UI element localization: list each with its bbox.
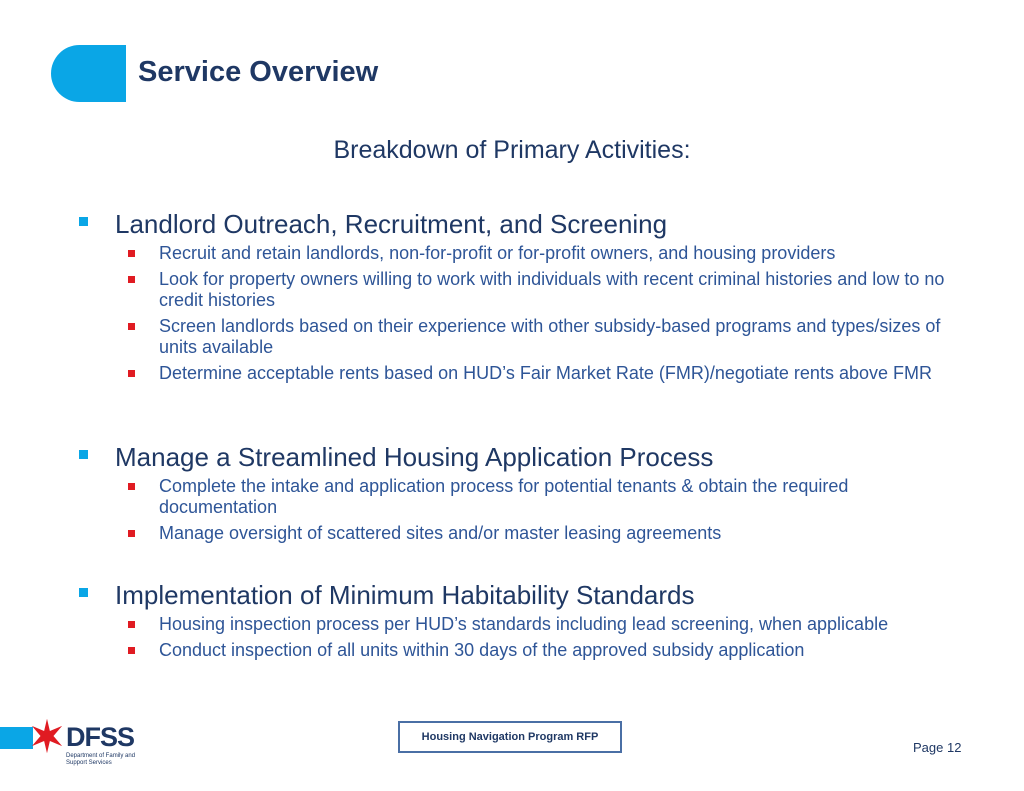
logo-text: DFSS xyxy=(66,722,135,752)
list-item: Look for property owners willing to work with individuals with recent criminal histories and low to no credit histories xyxy=(78,269,949,311)
list-item: Conduct inspection of all units within 30 days of the approved subsidy application xyxy=(78,640,949,661)
star-icon xyxy=(29,718,65,754)
square-bullet-icon xyxy=(128,276,135,283)
bullet-list xyxy=(78,243,978,384)
title-accent-shape xyxy=(51,45,126,102)
subtitle: Breakdown of Primary Activities: xyxy=(333,136,691,164)
list-item: Manage oversight of scattered sites and/or master leasing agreements xyxy=(78,523,949,544)
page-title: Service Overview xyxy=(138,56,379,88)
bullet-list xyxy=(78,614,978,661)
program-label: Housing Navigation Program RFP xyxy=(398,721,622,753)
section-heading: Landlord Outreach, Recruitment, and Screening xyxy=(78,208,978,240)
bullet-list xyxy=(78,476,978,544)
square-bullet-icon xyxy=(79,450,88,459)
page-number: Page 12 xyxy=(913,740,962,755)
section-housing-application xyxy=(78,441,978,549)
square-bullet-icon xyxy=(79,217,88,226)
list-item: Screen landlords based on their experience with other subsidy-based programs and types/sizes of units available xyxy=(78,316,949,358)
square-bullet-icon xyxy=(79,588,88,597)
list-item: Determine acceptable rents based on HUD’s Fair Market Rate (FMR)/negotiate rents above FMR xyxy=(78,363,949,384)
list-item: Recruit and retain landlords, non-for-profit or for-profit owners, and housing providers xyxy=(78,243,949,264)
section-landlord-outreach xyxy=(78,208,978,389)
dfss-logo xyxy=(0,716,140,772)
square-bullet-icon xyxy=(128,250,135,257)
square-bullet-icon xyxy=(128,621,135,628)
square-bullet-icon xyxy=(128,323,135,330)
logo-subtext: Department of Family and Support Services xyxy=(66,753,136,766)
square-bullet-icon xyxy=(128,483,135,490)
section-habitability-standards xyxy=(78,579,978,666)
square-bullet-icon xyxy=(128,530,135,537)
section-heading: Implementation of Minimum Habitability Standards xyxy=(78,579,978,611)
square-bullet-icon xyxy=(128,370,135,377)
square-bullet-icon xyxy=(128,647,135,654)
list-item: Housing inspection process per HUD’s standards including lead screening, when applicable xyxy=(78,614,949,635)
section-heading: Manage a Streamlined Housing Application Process xyxy=(78,441,978,473)
list-item: Complete the intake and application process for potential tenants & obtain the required documentation xyxy=(78,476,949,518)
